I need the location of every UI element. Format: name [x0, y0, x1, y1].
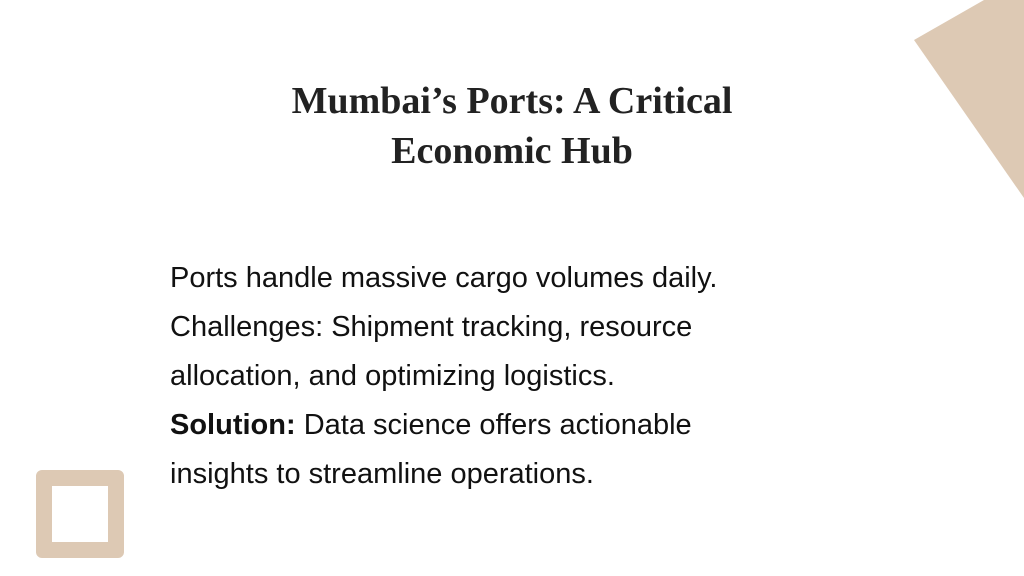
square-frame-decoration — [36, 470, 124, 558]
body-line-5: insights to streamline operations. — [170, 458, 594, 490]
solution-text: Data science offers actionable — [295, 409, 692, 441]
slide-body — [170, 254, 870, 499]
title-line-2: Economic Hub — [391, 130, 633, 172]
body-line-1: Ports handle massive cargo volumes daily. — [170, 262, 718, 294]
body-line-4 — [170, 401, 870, 450]
slide-title — [212, 76, 812, 176]
triangle-shape — [914, 0, 1024, 198]
body-line-3: allocation, and optimizing logistics. — [170, 360, 615, 392]
solution-label: Solution: — [170, 409, 296, 441]
body-line-2: Challenges: Shipment tracking, resource — [170, 311, 693, 343]
title-line-1: Mumbai’s Ports: A Critical — [291, 80, 733, 122]
